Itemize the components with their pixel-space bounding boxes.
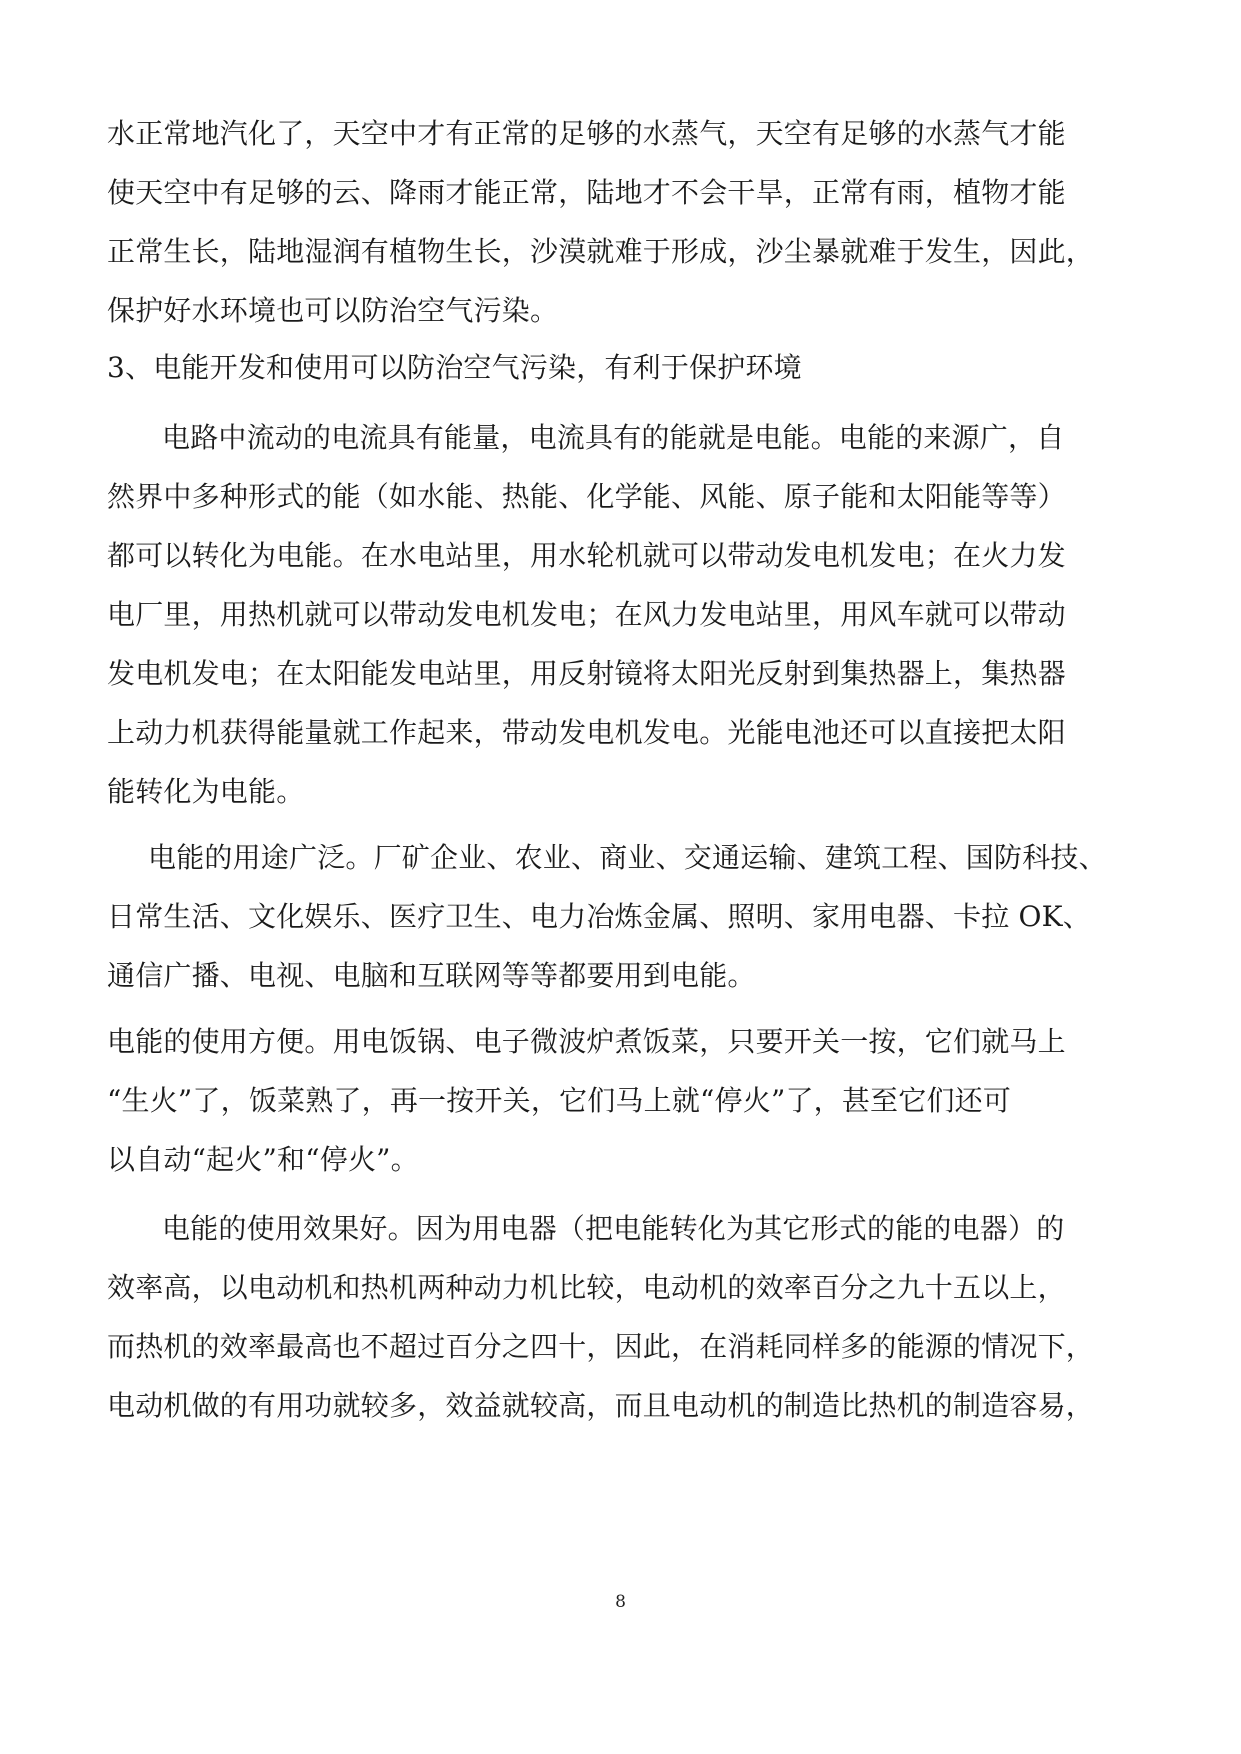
body-text-line: 然界中多种形式的能（如水能、热能、化学能、风能、原子能和太阳能等等） — [107, 480, 1066, 513]
body-text-line: 能转化为电能。 — [107, 775, 305, 808]
body-text-line: 保护好水环境也可以防治空气污染。 — [107, 294, 559, 327]
body-text-line: 上动力机获得能量就工作起来，带动发电机发电。光能电池还可以直接把太阳 — [107, 716, 1066, 749]
body-text-line: 电路中流动的电流具有能量，电流具有的能就是电能。电能的来源广，自 — [162, 421, 1065, 454]
section-heading: 3、电能开发和使用可以防治空气污染，有利于保护环境 — [107, 351, 802, 384]
body-text-line: 水正常地汽化了，天空中才有正常的足够的水蒸气，天空有足够的水蒸气才能 — [107, 117, 1066, 150]
body-text-line: 电能的使用方便。用电饭锅、电子微波炉煮饭菜，只要开关一按，它们就马上 — [107, 1025, 1066, 1058]
body-text-line: 都可以转化为电能。在水电站里，用水轮机就可以带动发电机发电；在火力发 — [107, 539, 1066, 572]
body-text-line: 以自动“起火”和“停火”。 — [107, 1143, 419, 1176]
body-text-line: 电能的使用效果好。因为用电器（把电能转化为其它形式的能的电器）的 — [162, 1212, 1065, 1245]
body-text-line: 正常生长，陆地湿润有植物生长，沙漠就难于形成，沙尘暴就难于发生，因此， — [107, 235, 1095, 268]
body-text-line: 日常生活、文化娱乐、医疗卫生、电力冶炼金属、照明、家用电器、卡拉 OK、 — [107, 900, 1091, 933]
body-text-line: 电能的用途广泛。厂矿企业、农业、商业、交通运输、建筑工程、国防科技、 — [148, 841, 1107, 874]
page-number: 8 — [615, 1592, 626, 1612]
body-text-line: “生火”了，饭菜熟了，再一按开关，它们马上就“停火”了，甚至它们还可 — [107, 1084, 1012, 1117]
body-text-line: 通信广播、电视、电脑和互联网等等都要用到电能。 — [107, 959, 756, 992]
body-text-line: 效率高，以电动机和热机两种动力机比较，电动机的效率百分之九十五以上， — [107, 1271, 1066, 1304]
body-text-line: 电动机做的有用功就较多，效益就较高，而且电动机的制造比热机的制造容易， — [107, 1389, 1095, 1422]
body-text-line: 而热机的效率最高也不超过百分之四十，因此，在消耗同样多的能源的情况下， — [107, 1330, 1095, 1363]
body-text-line: 使天空中有足够的云、降雨才能正常，陆地才不会干旱，正常有雨，植物才能 — [107, 176, 1066, 209]
body-text-line: 电厂里，用热机就可以带动发电机发电；在风力发电站里，用风车就可以带动 — [107, 598, 1066, 631]
body-text-line: 发电机发电；在太阳能发电站里，用反射镜将太阳光反射到集热器上，集热器 — [107, 657, 1066, 690]
